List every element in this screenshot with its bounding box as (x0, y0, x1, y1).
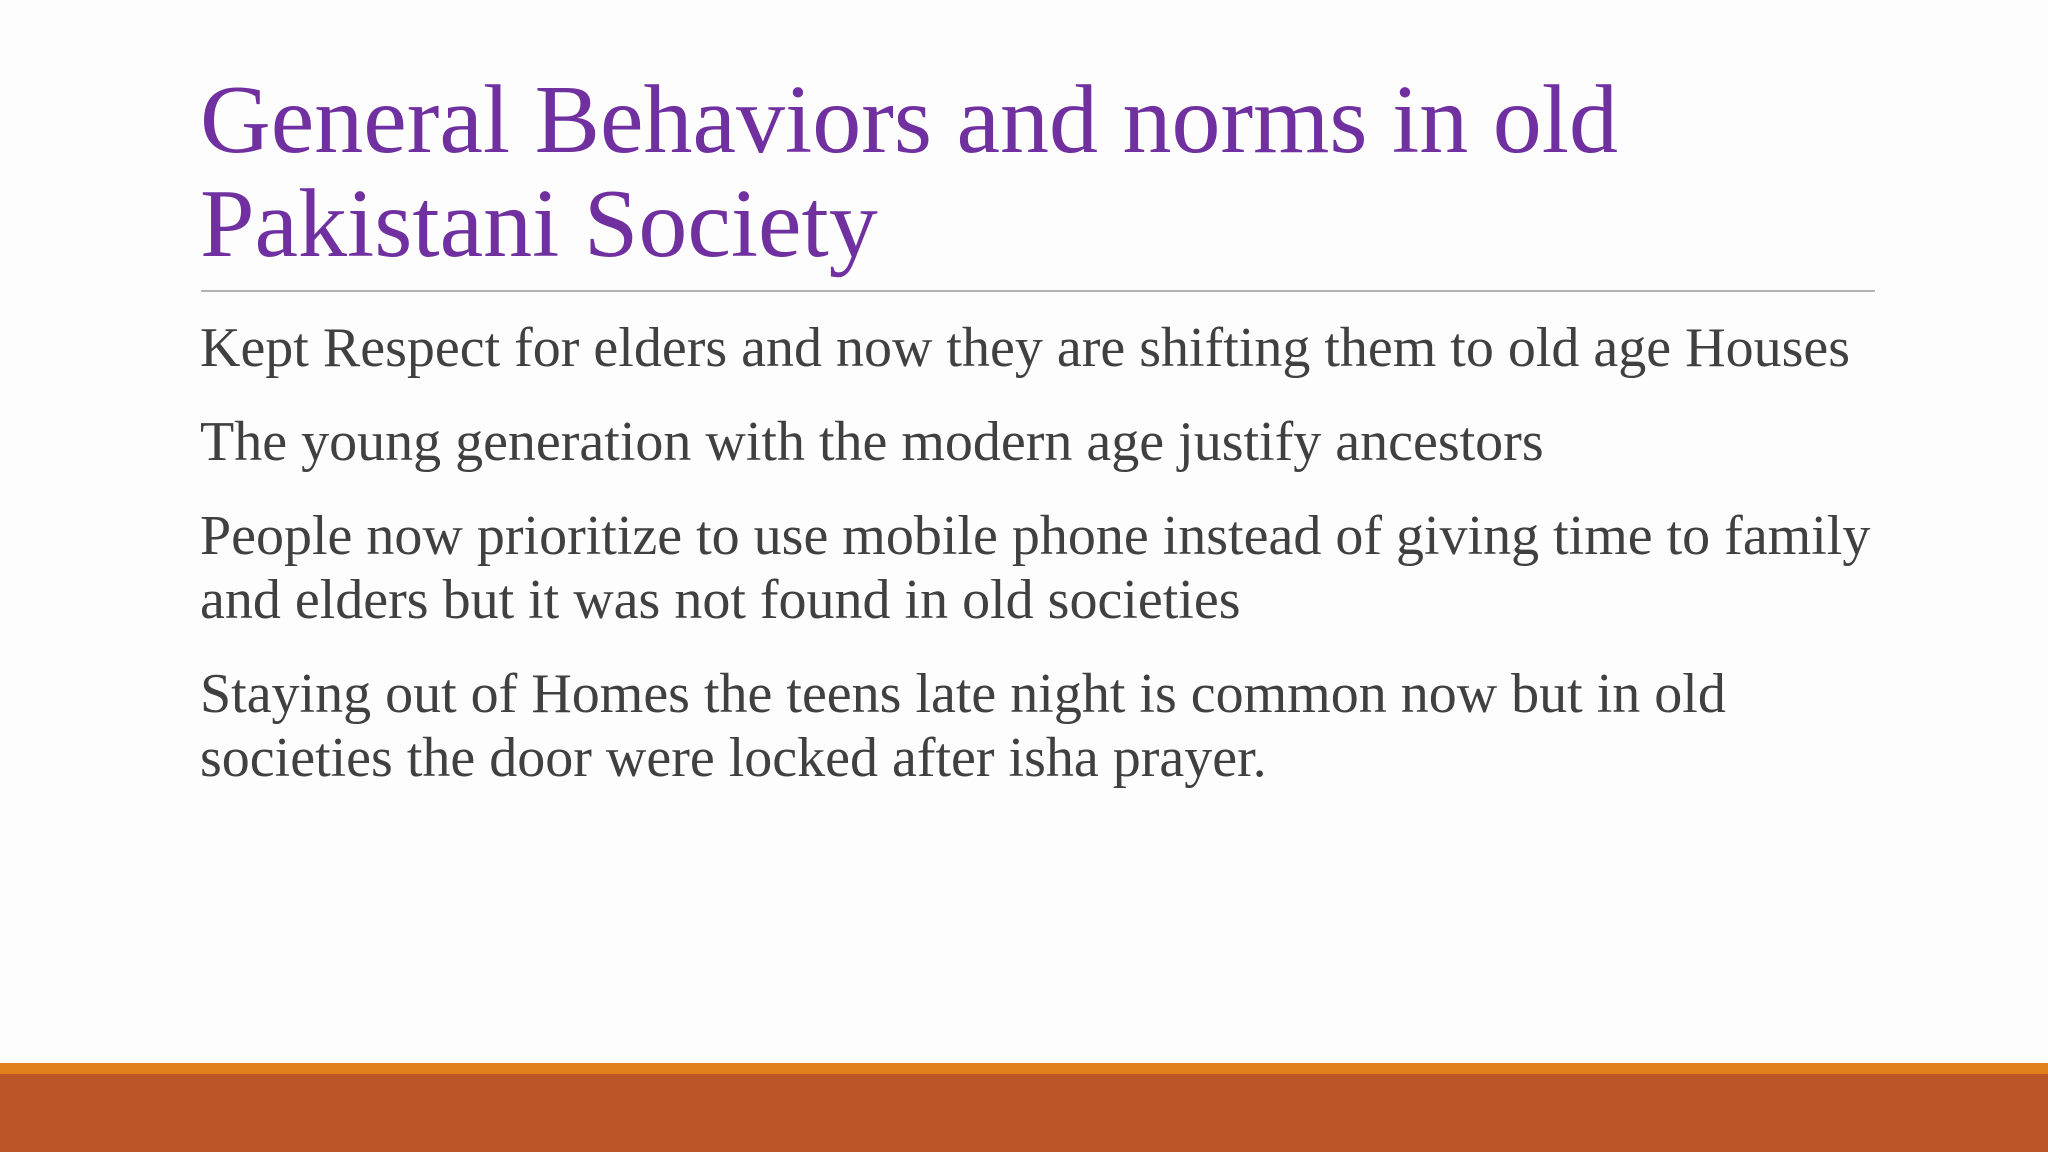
bullet-item: People now prioritize to use mobile phone instead of giving time to family and elders but it was not found in old societies (200, 505, 1871, 631)
bullet-item: The young generation with the modern age justify ancestors (200, 411, 1544, 473)
title-divider (201, 290, 1875, 292)
bullet-list (200, 316, 1900, 820)
bullet-item: Kept Respect for elders and now they are shifting them to old age Houses (200, 317, 1851, 379)
slide-title: General Behaviors and norms in old Pakistani Society (200, 66, 1618, 278)
bullet-item: Staying out of Homes the teens late night is common now but in old societies the door were locked after isha prayer. (200, 663, 1726, 789)
footer-accent-stripe (0, 1063, 2048, 1074)
footer-band (0, 1074, 2048, 1152)
